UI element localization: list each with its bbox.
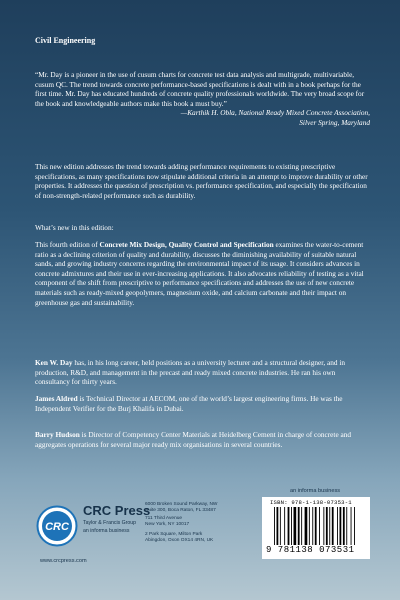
address-line: Suite 300, Boca Raton, FL 33487 <box>145 508 216 513</box>
back-cover-text <box>35 36 370 449</box>
address-line: 711 Third Avenue <box>145 516 183 521</box>
author-bio <box>35 394 370 413</box>
fourth-edition-body: examines the water-to-cement ratio as a declining criterion of quality and durability, discusses the diminishing availability of suitable natural sands, and growing industry concerns regarding the environmental impact of its usage. It considers advances in concrete admixtures and their use in ever-increasing applications. It also advocates reliability of testing as a vital component of the shift from prescriptive to performance specifications and addresses the use of new concrete materials such as ready-mixed geopolymers, magnesium oxide, and calcium carbonate and their impact on greenhouse gas and sustainability. <box>35 240 364 307</box>
isbn-text: ISBN: 978-1-138-07353-1 <box>270 499 352 506</box>
publisher-business: an informa business <box>83 528 130 534</box>
author-bio-text: is Director of Competency Center Materials at Heidelberg Cement in charge of concrete and aggregates operations for several major ready mix organisations in several countries. <box>35 430 352 449</box>
quote-attribution-line1: —Karthik H. Obla, National Ready Mixed Concrete Association, <box>180 108 370 118</box>
cover-footer <box>0 475 400 600</box>
author-bio <box>35 358 370 387</box>
author-bio <box>35 430 370 449</box>
endorsement-quote <box>35 70 370 128</box>
address-line: New York, NY 10017 <box>145 522 190 527</box>
address-new-york <box>145 516 189 528</box>
quote-attribution-line2: Silver Spring, Maryland <box>299 117 370 127</box>
address-boca-raton <box>145 502 217 514</box>
isbn-barcode-box <box>262 497 370 559</box>
crc-logo <box>36 505 78 547</box>
informa-tag: an informa business <box>290 488 341 494</box>
logo-text: CRC <box>45 521 69 533</box>
publisher-url[interactable]: www.crcpress.com <box>40 558 87 564</box>
publisher-name: CRC Press <box>83 503 151 518</box>
fourth-edition-paragraph <box>35 240 370 307</box>
barcode-graphic <box>274 507 358 545</box>
author-name: James Aldred <box>35 394 78 403</box>
author-bio-text: is Technical Director at AECOM, one of the world’s largest engineering firms. He was the Independent Verifier for the Burj Khalifa in Dubai. <box>35 394 343 413</box>
publisher-group: Taylor & Francis Group <box>83 520 137 526</box>
quote-text: “Mr. Day is a pioneer in the use of cusum charts for concrete test data analysis and multigrade, multivariable, cusum QC. The trend towards concrete performance-based specifications is dealt with in a book perhaps for the first time. Mr. Day has educated hundreds of concrete quality professionals worldwide. The very broad scope for the book and knowledgeable authors make this book a must buy.” <box>35 70 365 108</box>
fourth-edition-prefix: This fourth edition of <box>35 240 100 249</box>
address-line: Abingdon, Oxon OX14 4RN, UK <box>145 538 214 543</box>
category-label: Civil Engineering <box>35 36 96 45</box>
address-line: 6000 Broken Sound Parkway, NW <box>145 502 218 507</box>
book-title: Concrete Mix Design, Quality Control and Specification <box>99 240 274 249</box>
barcode-number: 9 781138 073531 <box>266 545 355 555</box>
author-name: Barry Hudson <box>35 430 80 439</box>
intro-paragraph: This new edition addresses the trend towards adding performance requirements to existing prescriptive specifications, as many specifications now stipulate additional criteria in an attempt to improve durability or other properties. It addresses the question of prescription vs. performance specification, and especially the specification of non-strength-related performance such as durability. <box>35 162 368 200</box>
address-abingdon <box>145 532 213 544</box>
address-line: 2 Park Square, Milton Park <box>145 532 203 537</box>
author-name: Ken W. Day <box>35 358 73 367</box>
whats-new-heading: What’s new in this edition: <box>35 223 114 232</box>
author-bio-text: has, in his long career, held positions as a university lecturer and a structural designer, and in production, R&D, and management in the precast and ready mixed concrete industries. He ran his own consultancy for thirty years. <box>35 358 346 387</box>
